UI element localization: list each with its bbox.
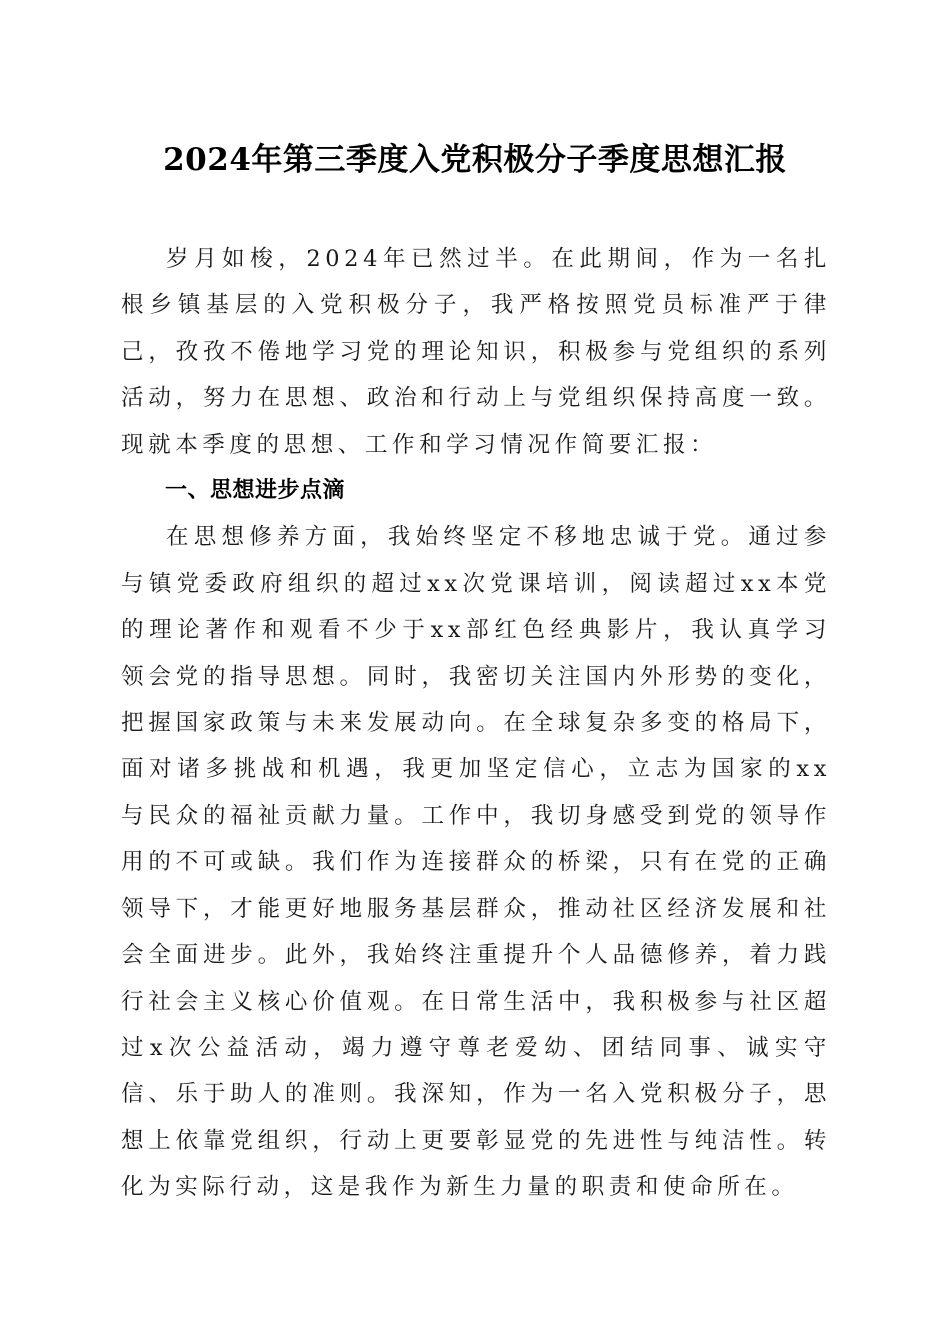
document-title: 2024年第三季度入党积极分子季度思想汇报 [163,142,787,178]
section-heading-1: 一、思想进步点滴 [165,478,346,504]
document-body [121,236,831,1211]
section-1-paragraph: 在思想修养方面，我始终坚定不移地忠诚于党。通过参与镇党委政府组织的超过xx次党课培训，阅读超过xx本党的理论著作和观看不少于xx部红色经典影片，我认真学习领会党的指导思想。同时，我密切关注国内外形势的变化，把握国家政策与未来发展动向。在全球复杂多变的格局下，面对诸多挑战和机遇，我更加坚定信心，立志为国家的xx与民众的福祉贡献力量。工作中，我切身感受到党的领导作用的不可或缺。我们作为连接群众的桥梁，只有在党的正确领导下，才能更好地服务基层群众，推动社区经济发展和社会全面进步。此外，我始终注重提升个人品德修养，着力践行社会主义核心价值观。在日常生活中，我积极参与社区超过x次公益活动，竭力遵守尊老爱幼、团结同事、诚实守信、乐于助人的准则。我深知，作为一名入党积极分子，思想上依靠党组织，行动上更要彰显党的先进性与纯洁性。转化为实际行动，这是我作为新生力量的职责和使命所在。 [121,524,831,1201]
intro-paragraph: 岁月如梭，2024年已然过半。在此期间，作为一名扎根乡镇基层的入党积极分子，我严格按照党员标准严于律己，孜孜不倦地学习党的理论知识，积极参与党组织的系列活动，努力在思想、政治和行动上与党组织保持高度一致。现就本季度的思想、工作和学习情况作简要汇报： [121,246,831,458]
